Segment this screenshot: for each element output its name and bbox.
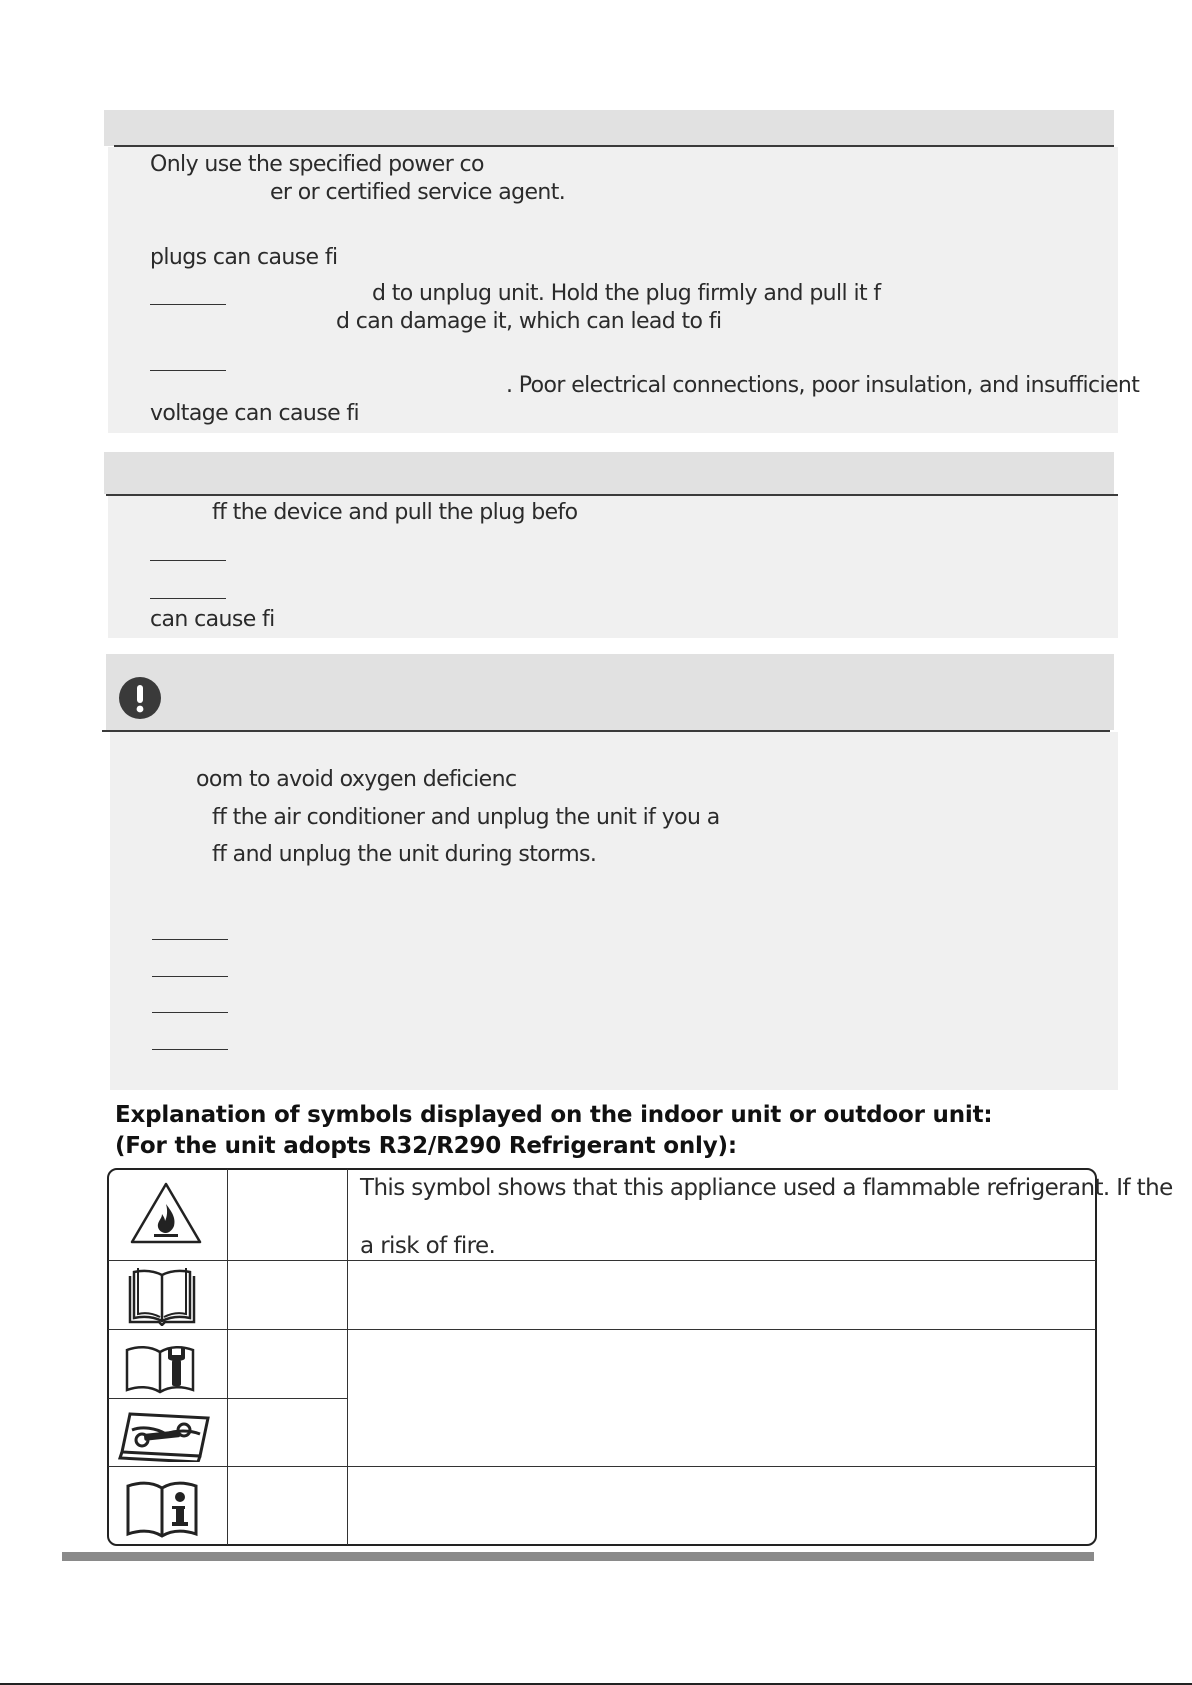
symbols-heading-line1: Explanation of symbols displayed on the indoor unit or outdoor unit: xyxy=(115,1102,993,1128)
table-row-divider xyxy=(108,1398,348,1399)
table-row-divider xyxy=(108,1260,1096,1261)
blank-underline xyxy=(152,976,228,977)
flammable-row-text: a risk of fire. xyxy=(360,1233,496,1259)
blank-underline xyxy=(152,1049,228,1050)
table-col-divider xyxy=(227,1169,228,1545)
service-manual-icon xyxy=(124,1340,196,1394)
section3-header xyxy=(106,654,1114,730)
section2-header xyxy=(104,452,1114,494)
blank-underline xyxy=(150,370,226,371)
table-col-divider xyxy=(347,1169,348,1545)
service-tools-manual-icon xyxy=(116,1408,214,1462)
symbols-table xyxy=(107,1168,1097,1546)
section1-line: er or certified service agent. xyxy=(270,180,566,205)
section3-line: ff and unplug the unit during storms. xyxy=(212,842,597,867)
section1-line: d to unplug unit. Hold the plug firmly and pull it f xyxy=(372,281,881,306)
table-row-divider xyxy=(108,1329,1096,1330)
section3-line: oom to avoid oxygen deficienc xyxy=(196,767,517,792)
section1-header xyxy=(104,110,1114,146)
section1-line: . Poor electrical connections, poor insulation, and insufficient xyxy=(506,373,1140,398)
table-row-divider xyxy=(108,1466,1096,1467)
blank-underline xyxy=(150,598,226,599)
blank-underline xyxy=(152,939,228,940)
section1-line: voltage can cause fi xyxy=(150,401,360,426)
flammable-warning-icon xyxy=(128,1180,204,1246)
section1-line: Only use the specified power co xyxy=(150,152,484,177)
flammable-row-text: This symbol shows that this appliance used a flammable refrigerant. If the xyxy=(360,1175,1173,1201)
blank-underline xyxy=(150,560,226,561)
blank-underline xyxy=(150,304,226,305)
section3-line: ff the air conditioner and unplug the unit if you a xyxy=(212,805,720,830)
operation-manual-icon xyxy=(126,1266,198,1326)
section1-line: d can damage it, which can lead to fi xyxy=(336,309,722,334)
blank-underline xyxy=(152,1012,228,1013)
section2-line: ff the device and pull the plug befo xyxy=(212,500,578,525)
exclamation-circle-icon xyxy=(118,676,162,720)
section2-line: can cause fi xyxy=(150,607,275,632)
symbols-heading-line2: (For the unit adopts R32/R290 Refrigerant only): xyxy=(115,1133,737,1159)
information-manual-icon xyxy=(124,1476,200,1538)
footer-bar xyxy=(62,1552,1094,1561)
section1-line: plugs can cause fi xyxy=(150,245,338,270)
